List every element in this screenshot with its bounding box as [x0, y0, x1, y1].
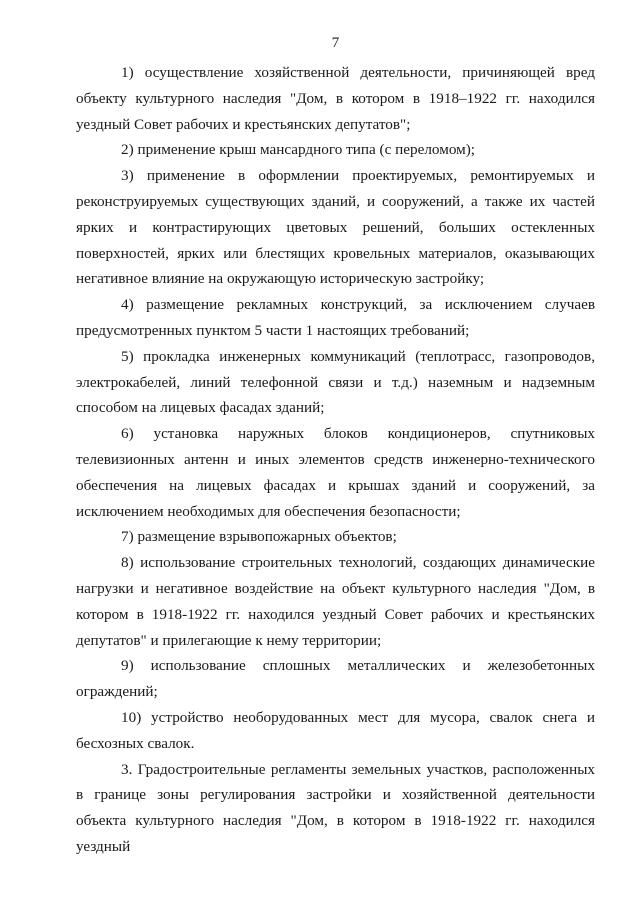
list-item-5: 5) прокладка инженерных коммуникаций (теплотрасс, газопроводов, электрокабелей, линий телефонной связи и т.д.) наземным и надземным способом на лицевых фасадах зданий;: [76, 347, 595, 417]
list-item-4: 4) размещение рекламных конструкций, за исключением случаев предусмотренных пунктом 5 части 1 настоящих требований;: [76, 296, 595, 339]
section-3-paragraph: 3. Градостроительные регламенты земельных участков, расположенных в границе зоны регулирования застройки и хозяйственной деятельности объекта культурного наследия "Дом, в котором в 1918-1922 гг. находился уездный: [76, 760, 595, 855]
list-item-1: 1) осуществление хозяйственной деятельности, причиняющей вред объекту культурного наследия "Дом, в котором в 1918–1922 гг. находился уездный Совет рабочих и крестьянских депутатов";: [76, 64, 595, 133]
list-item-8: 8) использование строительных технологий, создающих динамические нагрузки и негативное воздействие на объект культурного наследия "Дом, в котором в 1918-1922 гг. находился уездный Совет рабочих и крестьянских депутатов" и прилегающие к нему территории;: [76, 554, 595, 649]
page-number: 7: [331, 35, 340, 51]
list-item-3: 3) применение в оформлении проектируемых, ремонтируемых и реконструируемых существующих зданий, и сооружений, а также их частей ярких и контрастирующих цветовых решений, больших остекленных поверхностей, ярких или блестящих кровельных материалов, оказывающих негативное влияние на окружающую историческую застройку;: [76, 167, 595, 288]
list-item-7: 7) размещение взрывопожарных объектов;: [121, 528, 397, 546]
list-item-9: 9) использование сплошных металлических и железобетонных ограждений;: [76, 657, 595, 701]
list-item-6: 6) установка наружных блоков кондиционеров, спутниковых телевизионных антенн и иных элементов средств инженерно-технического обеспечения на лицевых фасадах и крышах зданий и сооружений, за исключением необходимых для обеспечения безопасности;: [76, 425, 595, 520]
list-item-2: 2) применение крыш мансардного типа (с переломом);: [121, 141, 476, 159]
list-item-10: 10) устройство необорудованных мест для мусора, свалок снега и бесхозных свалок.: [76, 708, 595, 752]
